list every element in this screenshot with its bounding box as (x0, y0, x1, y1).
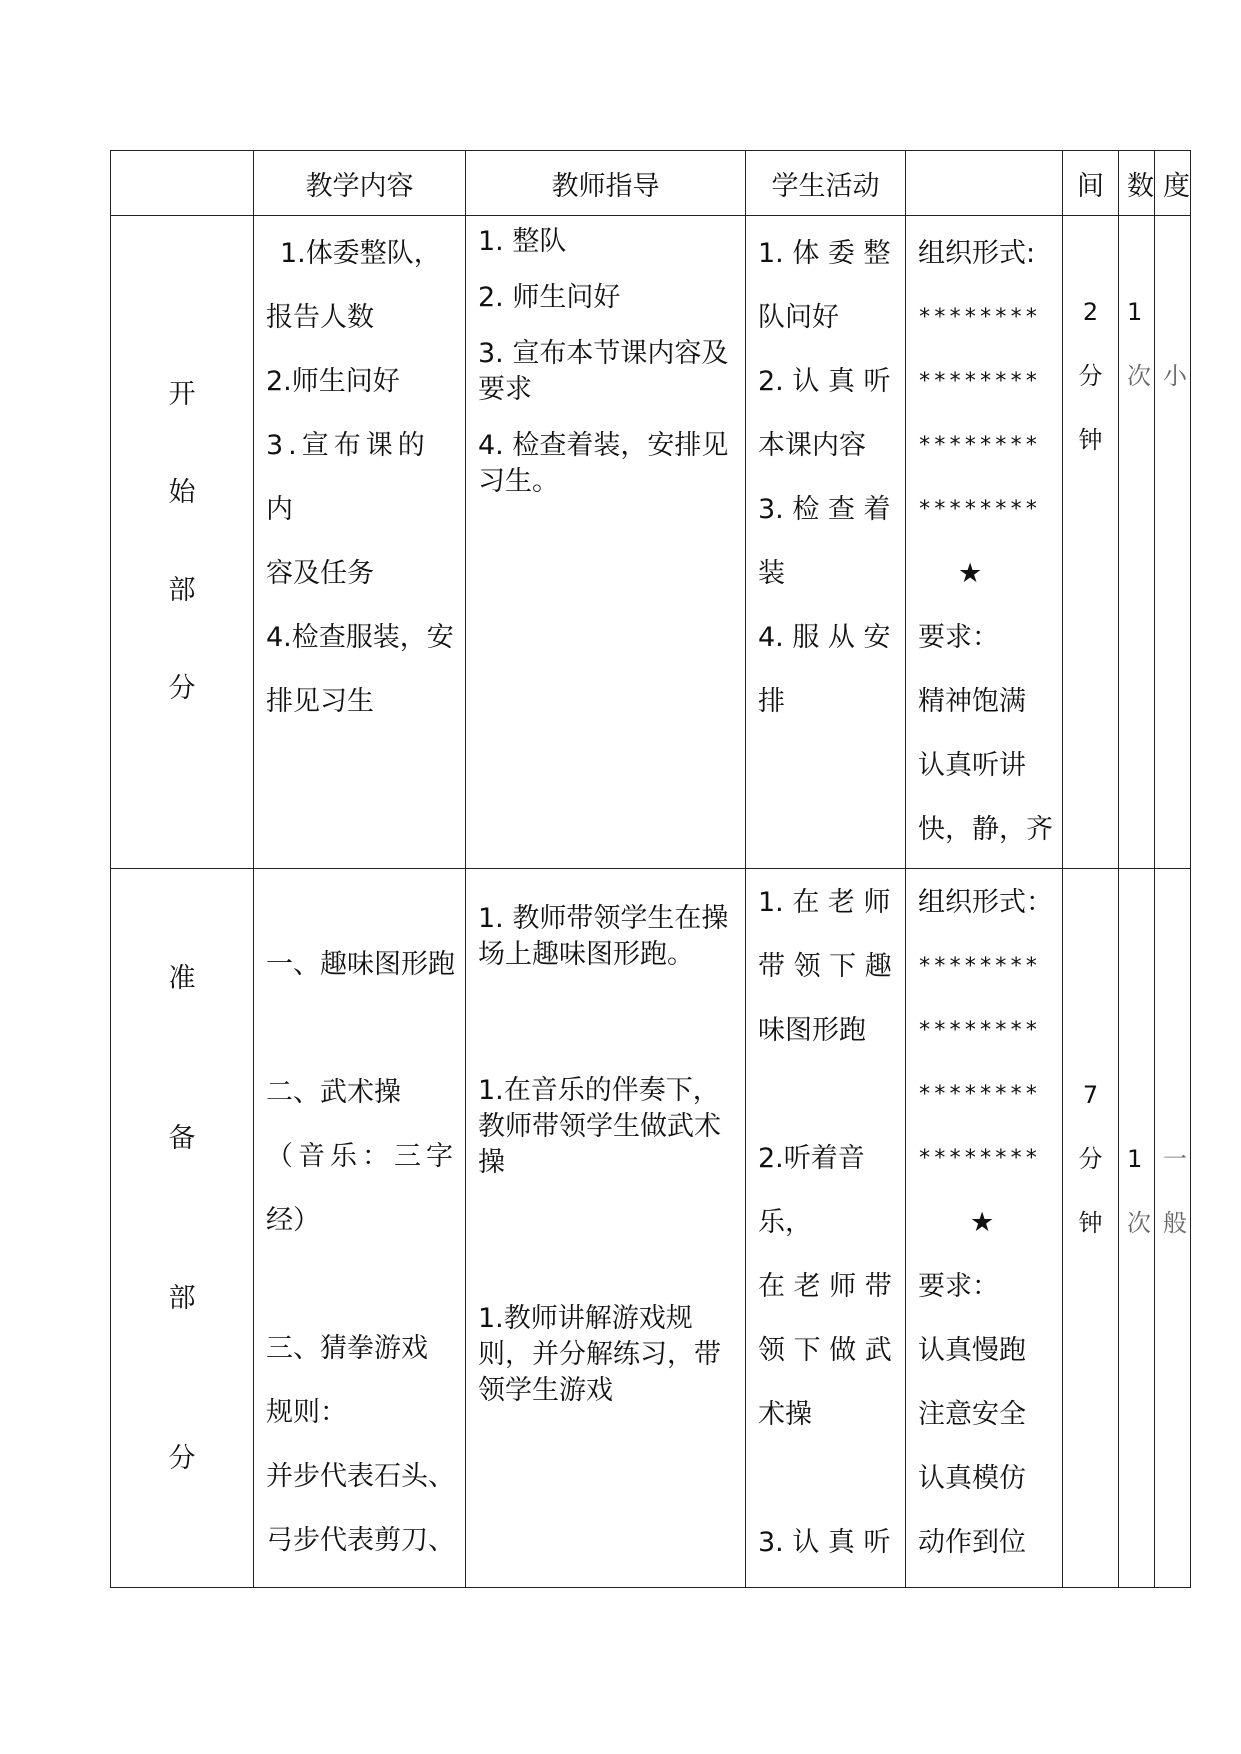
part-char: 备 (168, 1123, 196, 1154)
header-student: 学生活动 (746, 151, 906, 216)
content-line: 并步代表石头、 (266, 1461, 455, 1492)
formation-stars: ******** (918, 1082, 1040, 1107)
content-line: 三、猜拳游戏 (266, 1333, 428, 1364)
part-char: 部 (168, 1283, 196, 1314)
table-row (111, 869, 1191, 1588)
header-blank (111, 151, 254, 216)
part-char: 分 (168, 673, 196, 704)
time-cell (1063, 216, 1119, 869)
count-line: 1 (1127, 1145, 1143, 1173)
time-cell (1063, 869, 1119, 1588)
teacher-item: 4. 检查着装，安排见习生。 (478, 430, 729, 497)
org-line: 认真模仿 (918, 1463, 1026, 1494)
part-char: 开 (168, 379, 196, 410)
org-line: 认真听讲 (918, 750, 1026, 781)
part-char: 部 (168, 575, 196, 606)
content-line: 排见习生 (266, 686, 374, 717)
student-cell (746, 216, 906, 869)
teacher-item: 1.在音乐的伴奏下，教师带领学生做武术操 (478, 1075, 721, 1178)
teacher-cell (466, 869, 746, 1588)
intensity-cell (1155, 216, 1191, 869)
teacher-item: 1. 整队 (478, 226, 567, 257)
time-line: 钟 (1078, 426, 1103, 454)
header-content: 教学内容 (254, 151, 466, 216)
formation-stars: ******** (918, 1018, 1040, 1043)
time-line: 7 (1082, 1081, 1099, 1109)
header-count: 数 (1119, 151, 1155, 216)
student-line: 队问好 (758, 302, 839, 333)
content-line: 2.师生问好 (266, 366, 400, 397)
part-label-cell (111, 869, 254, 1588)
content-line: 3.宣布课的内 (266, 430, 430, 525)
org-line: 认真慢跑 (918, 1335, 1026, 1366)
table-header-row (111, 151, 1191, 216)
time-line: 分 (1078, 362, 1103, 390)
student-line: 1. 体 委 整 (758, 238, 891, 269)
time-line: 钟 (1078, 1209, 1103, 1237)
time-line: 2 (1082, 298, 1099, 326)
content-line: 1.体委整队， (280, 238, 441, 269)
header-teacher: 教师指导 (466, 151, 746, 216)
student-cell (746, 869, 906, 1588)
student-line: 术操 (758, 1399, 812, 1430)
count-cell (1119, 869, 1155, 1588)
content-cell (254, 869, 466, 1588)
org-line: 要求： (918, 622, 999, 653)
student-line: 3. 检 查 着 (758, 494, 891, 525)
teacher-star-icon: ★ (958, 558, 983, 589)
content-line: 经） (266, 1205, 320, 1236)
part-char: 分 (168, 1443, 196, 1474)
student-line: 本课内容 (758, 430, 866, 461)
formation-stars: ******** (918, 497, 1040, 522)
teacher-item: 1.教师讲解游戏规则，并分解练习，带领学生游戏 (478, 1303, 721, 1406)
student-line: 2. 认 真 听 (758, 366, 891, 397)
count-line: 次 (1127, 1209, 1151, 1237)
content-line: 弓步代表剪刀、 (266, 1525, 455, 1556)
org-line: 注意安全 (918, 1399, 1026, 1430)
intensity-line: 一 (1163, 1145, 1187, 1173)
org-line: 动作到位 (918, 1527, 1026, 1558)
org-line: 精神饱满 (918, 686, 1026, 717)
count-cell (1119, 216, 1155, 869)
student-line: 3. 认 真 听 (758, 1527, 891, 1558)
student-line: 1. 在 老 师 (758, 887, 891, 918)
header-org (906, 151, 1063, 216)
org-line: 快，静，齐 (918, 814, 1053, 845)
content-line: 规则： (266, 1397, 347, 1428)
content-line: 二、武术操 (266, 1077, 401, 1108)
intensity-cell (1155, 869, 1191, 1588)
student-line: 2.听着音乐， (758, 1143, 865, 1238)
content-cell (254, 216, 466, 869)
org-cell (906, 869, 1063, 1588)
content-line: 报告人数 (266, 302, 374, 333)
student-line: 装 (758, 558, 785, 589)
content-line: 一、趣味图形跑 (266, 949, 455, 980)
student-line: 味图形跑 (758, 1015, 866, 1046)
formation-stars: ******** (918, 305, 1040, 330)
count-line: 次 (1127, 362, 1151, 390)
teacher-cell (466, 216, 746, 869)
content-line: （音乐：三字 (266, 1141, 458, 1172)
formation-stars: ******** (918, 1146, 1040, 1171)
part-char: 准 (168, 963, 196, 994)
formation-stars: ******** (918, 433, 1040, 458)
header-intensity: 度 (1155, 151, 1191, 216)
teacher-item: 1. 教师带领学生在操场上趣味图形跑。 (478, 903, 729, 970)
formation-stars: ******** (918, 954, 1040, 979)
count-line: 1 (1127, 298, 1143, 326)
content-line: 4.检查服装，安 (266, 622, 454, 653)
org-line: 组织形式： (918, 887, 1053, 918)
student-line: 领 下 做 武 (758, 1335, 892, 1366)
org-line: 要求： (918, 1271, 999, 1302)
org-line: 组织形式: (918, 238, 1036, 269)
student-line: 带 领 下 趣 (758, 951, 892, 982)
teacher-item: 2. 师生问好 (478, 282, 621, 313)
formation-stars: ******** (918, 369, 1040, 394)
part-char: 始 (168, 477, 196, 508)
content-line: 容及任务 (266, 558, 374, 589)
intensity-line: 小 (1163, 362, 1187, 390)
part-label-cell (111, 216, 254, 869)
table-row (111, 216, 1191, 869)
org-cell (906, 216, 1063, 869)
teacher-item: 3. 宣布本节课内容及要求 (478, 338, 729, 405)
teacher-star-icon: ★ (970, 1207, 995, 1238)
student-line: 4. 服 从 安 (758, 622, 891, 653)
time-line: 分 (1078, 1145, 1103, 1173)
lesson-plan-table (110, 150, 1191, 1588)
header-time: 间 (1063, 151, 1119, 216)
intensity-line: 般 (1163, 1209, 1187, 1237)
student-line: 排 (758, 686, 785, 717)
student-line: 在 老 师 带 (758, 1271, 892, 1302)
